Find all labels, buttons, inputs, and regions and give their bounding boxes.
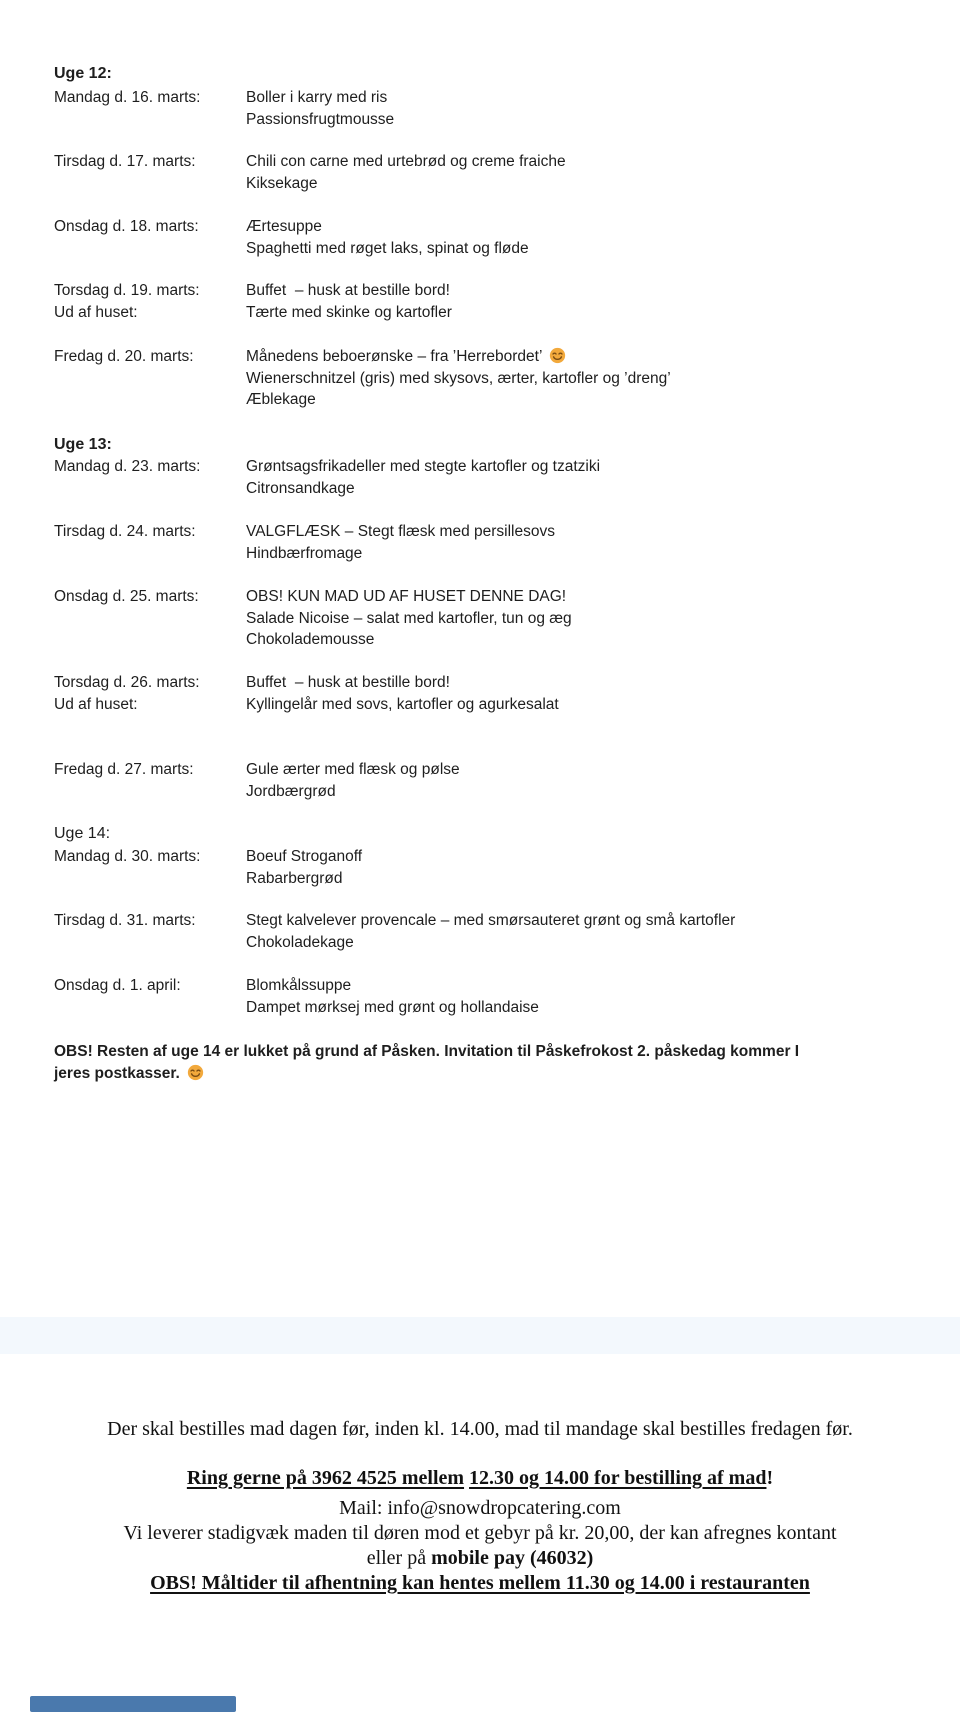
menu-dish-text: Salade Nicoise – salat med kartofler, tun og æg [246,609,572,627]
smiley-icon [549,347,566,364]
menu-row [54,521,555,564]
menu-day-column [54,672,246,715]
menu-dish-text: Spaghetti med røget laks, spinat og fløde [246,239,529,257]
menu-row [54,910,735,953]
easter-note-text: jeres postkasser. [54,1064,180,1082]
menu-dish [246,521,555,543]
menu-row [54,87,394,130]
pickup-line [0,1571,960,1595]
menu-dishes-column [246,846,362,889]
phone-order-part2: 12.30 og 14.00 for bestilling af mad [469,1467,767,1489]
menu-dish [246,109,394,131]
menu-dish-text: Jordbærgrød [246,782,336,800]
menu-row [54,151,566,194]
menu-dish-text: Stegt kalvelever provencale – med smørsauteret grønt og små kartofler [246,912,736,929]
menu-day-label: Torsdag d. 26. marts: [54,674,200,691]
menu-day-label: Mandag d. 30. marts: [54,848,201,865]
menu-dish-text: Dampet mørksej med grønt og hollandaise [246,998,539,1016]
menu-day-column [54,975,246,997]
menu-dish [246,151,566,173]
phone-order-line [0,1466,960,1490]
week-label: Uge 13: [54,436,112,453]
menu-dishes-column [246,346,671,411]
menu-dish [246,543,555,565]
menu-dish-text: Æblekage [246,391,316,408]
menu-dish [246,586,572,608]
menu-day-label: Onsdag d. 18. marts: [54,218,199,235]
menu-dish-text: Månedens beboerønske – fra ’Herrebordet’ [246,348,543,365]
menu-day-label: Onsdag d. 1. april: [54,977,181,994]
menu-dish [246,346,671,368]
menu-row [54,975,539,1018]
menu-dishes-column [246,586,572,651]
menu-day-label: Mandag d. 16. marts: [54,89,201,106]
menu-dishes-column [246,910,735,953]
menu-dish-text: Kiksekage [246,174,318,192]
menu-dish [246,629,572,651]
menu-dish [246,173,566,195]
menu-dish-text: Gule ærter med flæsk og pølse [246,761,460,778]
smiley-icon [549,347,566,364]
menu-dish-text: OBS! KUN MAD UD AF HUSET DENNE DAG! [246,588,567,605]
menu-dish [246,694,559,716]
menu-dish-text: Chili con carne med urtebrød og creme fraiche [246,153,566,170]
menu-dish [246,389,671,411]
menu-day-label: Fredag d. 27. marts: [54,761,194,778]
pickup-text: OBS! Måltider til afhentning kan hentes mellem 11.30 og 14.00 i restauranten [150,1572,810,1594]
menu-dish-text: Buffet – husk at bestille bord! [246,282,450,299]
menu-dish [246,456,600,478]
partial-blue-bar [30,1696,236,1712]
menu-dish-text: Ærtesuppe [246,218,322,235]
menu-day-column [54,759,246,781]
menu-day-label: Tirsdag d. 31. marts: [54,912,196,929]
easter-closure-note [54,1041,894,1084]
menu-dish-text: Chokolademousse [246,631,375,648]
easter-note-line: OBS! Resten af uge 14 er lukket på grund af Påsken. Invitation til Påskefrokost 2. påskedag kommer I [54,1043,800,1060]
menu-day-label: Fredag d. 20. marts: [54,348,194,365]
menu-day-label: Ud af huset: [54,303,138,321]
menu-dish [246,910,735,932]
menu-dish [246,868,362,890]
menu-day-label: Tirsdag d. 24. marts: [54,523,196,540]
menu-dishes-column [246,521,555,564]
menu-dishes-column [246,672,559,715]
mail-line: Mail: info@snowdropcatering.com [339,1497,621,1519]
mobilepay-prefix: eller på [366,1547,432,1569]
phone-order-suffix: ! [766,1467,774,1489]
menu-dishes-column [246,280,452,323]
phone-order-part1: Ring gerne på 3962 4525 mellem [186,1467,465,1489]
menu-dishes-column [246,975,539,1018]
menu-dish [246,87,394,109]
menu-dish [246,280,452,302]
menu-day-column [54,586,246,608]
menu-dish [246,672,559,694]
easter-note-line [54,1063,894,1085]
menu-dish-text: Boller i karry med ris [246,89,388,106]
menu-dish [246,759,460,781]
menu-day-column [54,456,246,478]
menu-dish-text: Boeuf Stroganoff [246,848,363,865]
menu-dishes-column [246,456,600,499]
menu-dish [246,608,572,630]
menu-day-label: Ud af huset: [54,695,138,713]
menu-day-column [54,87,246,109]
menu-dishes-column [246,216,529,259]
week-label: Uge 14: [54,825,111,842]
smiley-icon [187,1064,204,1081]
menu-dish [246,216,529,238]
delivery-fee-line: Vi leverer stadigvæk maden til døren mod et gebyr på kr. 20,00, der kan afregnes kontant [123,1522,837,1544]
menu-dish-text: Chokoladekage [246,933,354,951]
menu-dish [246,997,539,1019]
menu-dish [246,238,529,260]
menu-dish [246,846,362,868]
menu-dish [246,478,600,500]
menu-dish-text: Buffet – husk at bestille bord! [246,674,450,691]
menu-dish [246,368,671,390]
menu-dish-text: Kyllingelår med sovs, kartofler og agurkesalat [246,695,559,713]
menu-row [54,280,452,323]
mobilepay-line [0,1546,960,1570]
mobilepay-number: mobile pay (46032) [431,1547,594,1569]
menu-dish [246,781,460,803]
order-deadline-text: Der skal bestilles mad dagen før, inden kl. 14.00, mad til mandage skal bestilles fredagen før. [107,1418,853,1440]
menu-row [54,759,460,802]
menu-row [54,216,529,259]
menu-day-column [54,521,246,543]
menu-day-label: Tirsdag d. 17. marts: [54,153,196,170]
menu-row [54,586,572,651]
menu-dish-text: Passionsfrugtmousse [246,110,395,128]
menu-dish [246,975,539,997]
menu-day-label: Torsdag d. 19. marts: [54,282,200,299]
menu-dish-text: Tærte med skinke og kartofler [246,303,452,321]
menu-dish-text: VALGFLÆSK – Stegt flæsk med persillesovs [246,523,555,540]
menu-dish-text: Citronsandkage [246,479,355,497]
menu-day-column [54,216,246,238]
menu-dishes-column [246,87,394,130]
smiley-icon [187,1064,204,1081]
menu-dish [246,302,452,324]
menu-row [54,846,362,889]
menu-dish-text: Wienerschnitzel (gris) med skysovs, ærter, kartofler og ’dreng’ [246,369,671,387]
menu-row [54,456,600,499]
menu-day-column [54,910,246,932]
menu-dish [246,932,735,954]
menu-day-label: Mandag d. 23. marts: [54,458,201,475]
menu-day-column [54,846,246,868]
menu-day-label: Onsdag d. 25. marts: [54,588,199,605]
menu-dish-text: Grøntsagsfrikadeller med stegte kartofler og tzatziki [246,458,601,475]
menu-row [54,346,671,411]
menu-row [54,672,559,715]
menu-dish-text: Hindbærfromage [246,544,363,562]
week-label: Uge 12: [54,65,112,82]
menu-day-column [54,151,246,173]
menu-day-column [54,346,246,368]
highlight-band [0,1317,960,1354]
menu-dishes-column [246,151,566,194]
menu-dishes-column [246,759,460,802]
menu-day-column [54,280,246,323]
menu-dish-text: Rabarbergrød [246,869,343,887]
menu-dish-text: Blomkålssuppe [246,977,352,994]
